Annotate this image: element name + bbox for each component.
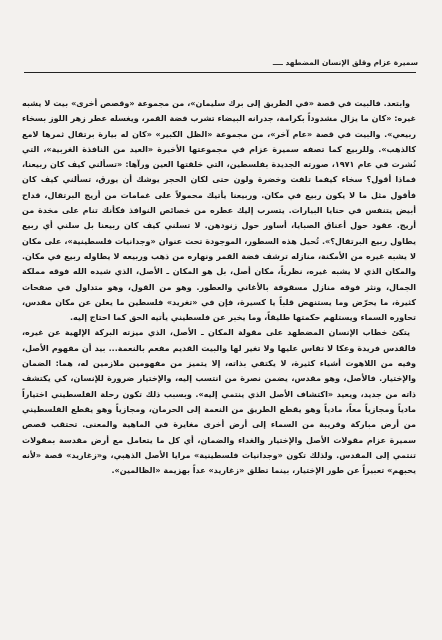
paragraph-1: وابتعد. فالبيت في قصة «في الطريق إلى برك سليمان»، من مجموعة «وقصص أخرى» بيت لا يشبه غيره: «كان ما يزال مشدوداً بكرامة، جدرانه البيضاء تشرب فضة القمر، ويغسله عطر زهر اللوز بسخاء ربيعي». والبيت في قصة «عام آخر»، من مجموعة «الظل الكبير» «كان له بيارة برتقال ثمرها لامع كالذهب». وللربيع كما تصفه سميرة عزام في مجموعتها الأخيرة «العيد من النافذة الغربية»، التي نُشرت في عام ١٩٧١، صورته الجديدة بفلسطين، التي خلقتها العين ورآها: «تسألني كيف كان ربيعنا، فماذا أقول؟ سخاء كيفما تلفت وخضرة ولون حتى لكان الحجر يوشك أن يورق، تسألني كيف كان فأقول مثل ما لا يكون ربيع في مكان. وربيعنا يأتيك محمولاً على غمامات من أريج البرتقال، قداح أبيض يتنفس في حنايا البيارات. يتسرب إليك عطره من خصائص النوافذ فكأنك تنام على مخدة من أريج. عقود حول أعناق الصبايا، أساور حول زنودهن. لا تسلني كيف كان ربيعنا بل سلني أي ربيع يطاول ربيع البرتقال؟». تُحيل هذه السطور، الموجودة تحت عنوان «وجدانيات فلسطينية»، على مكان لا يشبه غيره من الأمكنة، منازله ترشف فضة القمر ونهاره من ذهب وربيعه لا يطاوله ربيع في مكان. والمكان الذي لا يشبه غيره، نظرياً، مكان أصل، بل هو المكان ـ الأصل، الذي شيده الله فوقه مملكة الجمال، ونثر فوقه منازل مسقوفة بالأغاني والعطور. وهو من القول، وهو متداول في صفحات كثيرة، ما يحرّض وما يستنهض قلباً يا كسيرة، فإن في «تغريد» فلسطين ما يعلن عن مكان مقدس، تحاوره السماء ويستلهم حكمتها طليقاً، وما يخبر عن فلسطيني يأتيه الحق كما احتاج إليه.	[22, 99, 416, 323]
paragraph-2: يتكئ خطاب الإنسان المضطهد على مقولة المكان ـ الأصل، الذي ميزته البركة الإلهية عن غيره، فالقدس فريدة وعكا لا تقاس عليها ولا تغير لها والبيت القديم مفعم بالنعمة... بيد أن مفهوم الأصل، وفيه من اللاهوت أشياء كثيرة، لا يكتفي بذاته، إلا يتميز من مفهومين ملازمين له، هما: الضمان والإختيار. فالأصل، وهو مقدس، يضمن نصرة من انتسب إليه، والإختيار ضرورة للإنسان، كي يكتشف ذاته من جديد، ويعيد «اكتشاف الأصل الذي ينتمي إليه». وبسبب ذلك تكون رحلة الفلسطيني اختياراً مادياً ومجازياً معاً، مادياً وهو يقطع الطريق من النعمة إلى الحرمان، ومجازياً وهو يقطع الفلسطيني من أرض مباركة وقريبة من السماء إلى أرض أخرى مغايرة في الماهية والمعنى. تحتقب قصص سميرة عزام مقولات الأصل والإختيار والغداء والضمان، أي كل ما يتعامل مع أرض مقدسة بمقولات تنتمي إلى المقدس. ولذلك تكون «وجدانيات فلسطينية» مرايا الأصل الذهبي، و«زغاريد» قصة «لأنه يحبهم» تعبيراً عن طور الإختيار، بينما تطلق «زغاريد» عداً بهزيمة «الظالمين».	[22, 328, 416, 476]
running-header: سميرة عزام وقلق الإنسان المضطهد ــــ	[272, 58, 418, 67]
header-rule	[24, 72, 416, 73]
body-text	[22, 96, 416, 478]
